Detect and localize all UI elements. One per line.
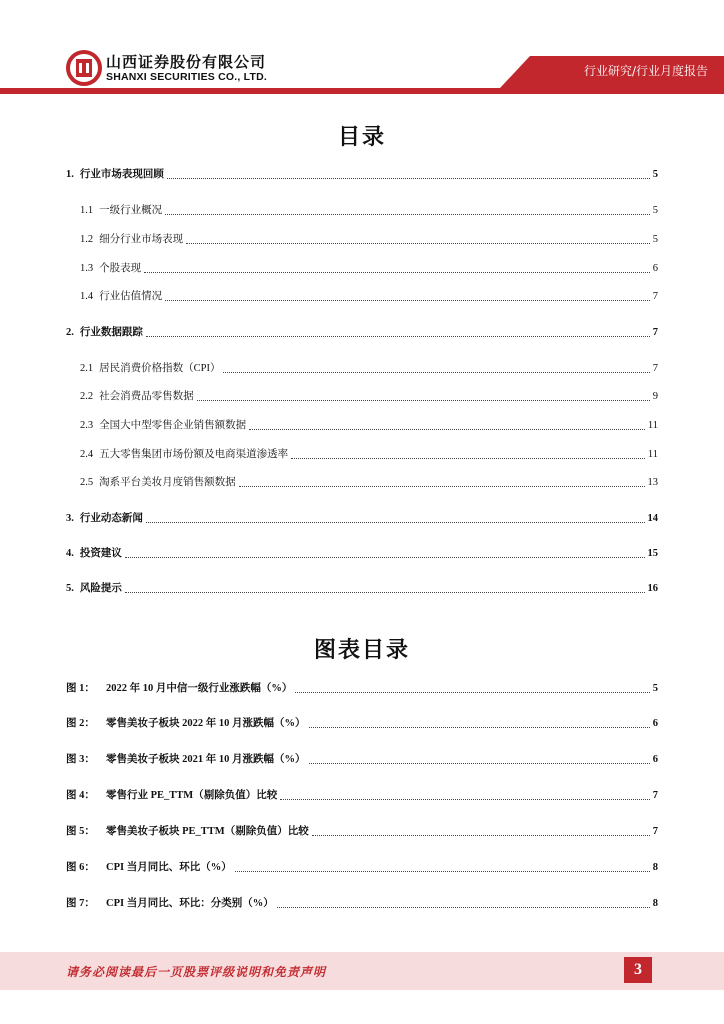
figure-item-number: 图 7：	[66, 898, 95, 909]
toc-item-page: 6	[652, 263, 658, 274]
toc-item-page: 7	[652, 363, 658, 374]
toc-item-label: 行业估值情况	[99, 291, 163, 302]
figure-item-label: 零售美妆子板块 PE_TTM（剔除负值）比较	[106, 826, 309, 837]
figure-item-label: 2022 年 10 月中信一级行业涨跌幅（%）	[106, 683, 293, 694]
dot-leader	[277, 906, 650, 908]
figure-item-page: 8	[652, 898, 658, 909]
dot-leader	[146, 521, 645, 523]
toc-title: 目录	[337, 125, 386, 150]
toc-item-number: 1.1	[80, 205, 94, 216]
toc-item-page: 11	[647, 449, 658, 460]
figure-item-label: 零售美妆子板块 2021 年 10 月涨跌幅（%）	[106, 754, 306, 765]
toc-item-number: 3.	[66, 513, 74, 524]
dot-leader	[186, 242, 650, 244]
toc-item-number: 2.5	[80, 477, 94, 488]
toc-item-1-3[interactable]	[80, 260, 658, 276]
toc-item-page: 7	[652, 327, 658, 338]
figure-item-page: 7	[652, 826, 658, 837]
toc-item-number: 2.2	[80, 391, 94, 402]
figure-item-label: 零售美妆子板块 2022 年 10 月涨跌幅（%）	[106, 718, 306, 729]
figure-item-3[interactable]	[66, 751, 658, 767]
toc-item-page: 15	[647, 548, 658, 559]
figure-item-2[interactable]	[66, 715, 658, 731]
toc-item-1-2[interactable]	[80, 231, 658, 247]
dot-leader	[295, 691, 649, 693]
header-divider	[0, 88, 724, 94]
toc-item-2[interactable]	[66, 324, 658, 340]
toc-item-number: 2.1	[80, 363, 94, 374]
toc-item-label: 全国大中型零售企业销售额数据	[99, 420, 247, 431]
toc-item-label: 投资建议	[79, 548, 122, 559]
toc-item-page: 5	[652, 205, 658, 216]
toc-item-page: 9	[652, 391, 658, 402]
toc-item-2-1[interactable]	[80, 360, 658, 376]
toc-item-page: 16	[647, 583, 658, 594]
footer-disclaimer: 请务必阅读最后一页股票评级说明和免责声明	[66, 965, 327, 979]
dot-leader	[125, 591, 645, 593]
figure-item-number: 图 5：	[66, 826, 95, 837]
toc-item-label: 风险提示	[79, 583, 122, 594]
page-number: 3	[624, 957, 652, 983]
figure-item-5[interactable]	[66, 823, 658, 839]
dot-leader	[280, 798, 650, 800]
toc-item-number: 1.3	[80, 263, 94, 274]
figure-item-page: 7	[652, 790, 658, 801]
toc-item-label: 行业动态新闻	[79, 513, 143, 524]
toc-item-1[interactable]	[66, 166, 658, 182]
dot-leader	[165, 299, 650, 301]
toc-item-4[interactable]	[66, 545, 658, 561]
figure-item-number: 图 6：	[66, 862, 95, 873]
toc-item-2-3[interactable]	[80, 417, 658, 433]
toc-item-1-1[interactable]	[80, 202, 658, 218]
toc-item-number: 1.4	[80, 291, 94, 302]
figure-item-label: 零售行业 PE_TTM（剔除负值）比较	[106, 790, 278, 801]
dot-leader	[167, 177, 650, 179]
figures-title: 图表目录	[313, 638, 410, 663]
figure-item-7[interactable]	[66, 895, 658, 911]
company-name-en: SHANXI SECURITIES CO., LTD.	[106, 71, 267, 83]
dot-leader	[249, 428, 645, 430]
dot-leader	[309, 762, 650, 764]
dot-leader	[312, 834, 650, 836]
figure-item-6[interactable]	[66, 859, 658, 875]
toc-item-2-2[interactable]	[80, 388, 658, 404]
toc-item-label: 个股表现	[99, 263, 142, 274]
toc-item-label: 淘系平台美妆月度销售额数据	[99, 477, 236, 488]
toc-item-label: 五大零售集团市场份额及电商渠道渗透率	[99, 449, 289, 460]
figure-item-number: 图 3：	[66, 754, 95, 765]
report-type: 行业研究/行业月度报告	[583, 64, 708, 78]
figure-item-page: 8	[652, 862, 658, 873]
toc-item-1-4[interactable]	[80, 288, 658, 304]
toc-item-number: 4.	[66, 548, 74, 559]
toc-item-page: 7	[652, 291, 658, 302]
dot-leader	[239, 485, 645, 487]
figure-item-number: 图 1：	[66, 683, 95, 694]
toc-item-label: 居民消费价格指数（CPI）	[99, 363, 221, 374]
figure-item-page: 5	[652, 683, 658, 694]
company-name-cn: 山西证券股份有限公司	[106, 53, 267, 71]
toc-item-number: 1.	[66, 169, 74, 180]
figure-item-page: 6	[652, 754, 658, 765]
dot-leader	[165, 213, 650, 215]
dot-leader	[144, 271, 650, 273]
company-logo-icon	[66, 50, 102, 86]
dot-leader	[291, 457, 645, 459]
toc-item-number: 2.	[66, 327, 74, 338]
toc-item-number: 2.3	[80, 420, 94, 431]
toc-item-label: 细分行业市场表现	[99, 234, 184, 245]
toc-item-page: 13	[647, 477, 658, 488]
toc-item-3[interactable]	[66, 510, 658, 526]
dot-leader	[223, 371, 649, 373]
dot-leader	[235, 870, 650, 872]
figure-item-1[interactable]	[66, 680, 658, 696]
toc-item-label: 行业市场表现回顾	[79, 169, 164, 180]
figure-item-number: 图 4：	[66, 790, 95, 801]
dot-leader	[309, 726, 650, 728]
toc-item-page: 14	[647, 513, 658, 524]
toc-item-number: 5.	[66, 583, 74, 594]
toc-item-2-5[interactable]	[80, 474, 658, 490]
dot-leader	[197, 399, 650, 401]
toc-item-2-4[interactable]	[80, 446, 658, 462]
dot-leader	[125, 556, 645, 558]
toc-item-number: 2.4	[80, 449, 94, 460]
toc-item-label: 行业数据跟踪	[79, 327, 143, 338]
toc-item-label: 一级行业概况	[99, 205, 163, 216]
figure-item-4[interactable]	[66, 787, 658, 803]
figure-item-page: 6	[652, 718, 658, 729]
toc-item-label: 社会消费品零售数据	[99, 391, 194, 402]
page-header	[0, 0, 724, 100]
figure-item-number: 图 2：	[66, 718, 95, 729]
toc-item-number: 1.2	[80, 234, 94, 245]
figure-item-label: CPI 当月同比、环比：分类别（%）	[106, 898, 274, 909]
toc-item-page: 5	[652, 234, 658, 245]
dot-leader	[146, 335, 650, 337]
toc-item-5[interactable]	[66, 580, 658, 596]
toc-item-page: 11	[647, 420, 658, 431]
toc-item-page: 5	[652, 169, 658, 180]
figure-item-label: CPI 当月同比、环比（%）	[106, 862, 232, 873]
